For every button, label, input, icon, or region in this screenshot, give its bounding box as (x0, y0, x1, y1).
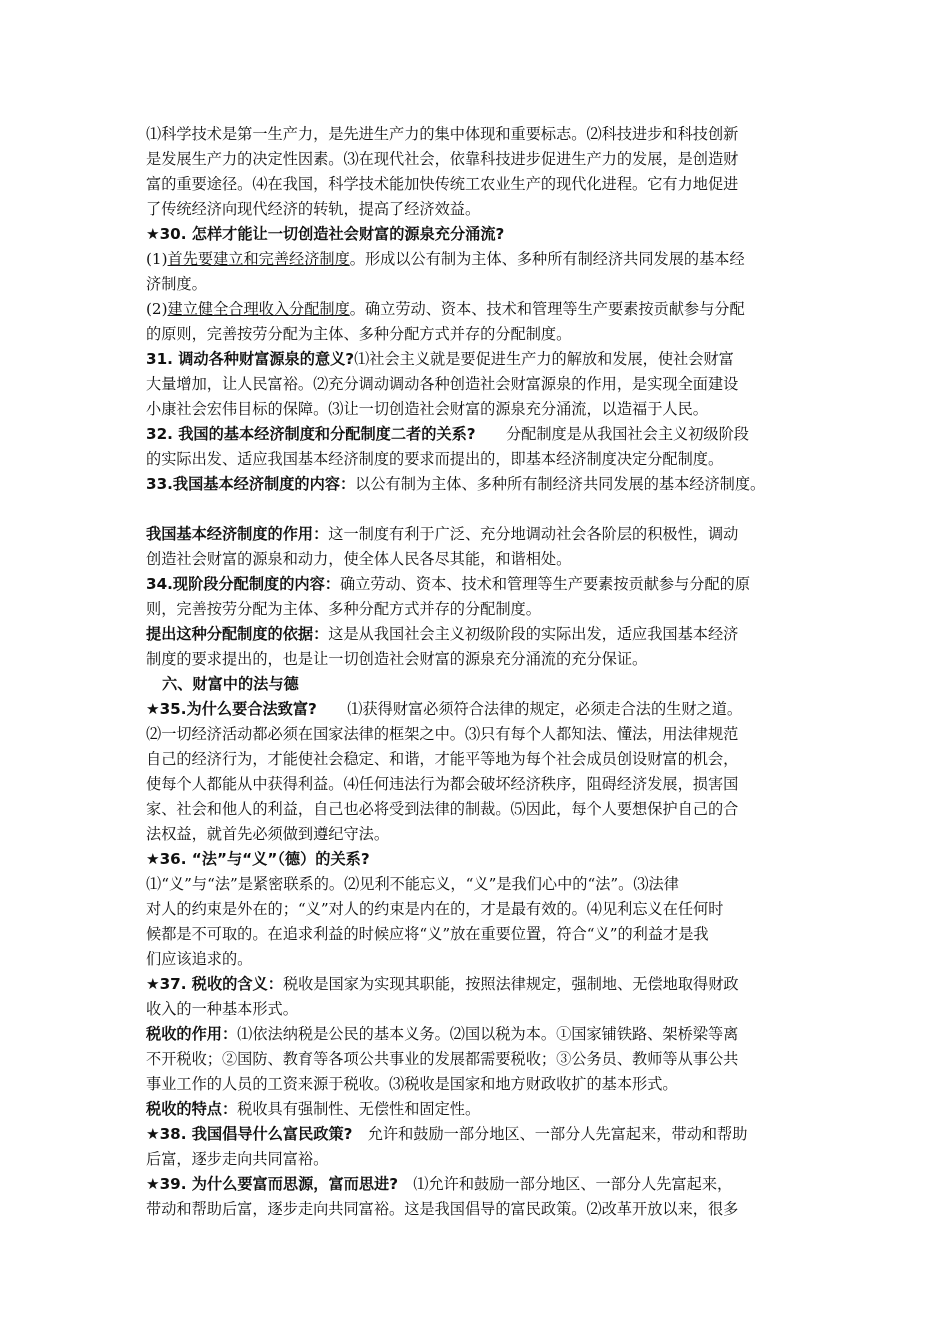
bold-text: ★38. 我国倡导什么富民政策? (146, 1125, 353, 1143)
body-text: 的原则，完善按劳分配为主体、多种分配方式并存的分配制度。 (146, 325, 572, 343)
text-line (146, 822, 826, 847)
text-line (146, 1197, 826, 1222)
text-line (146, 247, 826, 272)
body-text: 分配制度是从我国社会主义初级阶段 (475, 425, 749, 443)
text-line (146, 422, 826, 447)
body-text: 允许和鼓励一部分地区、一部分人先富起来，带动和帮助 (352, 1125, 748, 1143)
text-line (146, 647, 826, 672)
body-text: 的实际出发、适应我国基本经济制度的要求而提出的，即基本经济制度决定分配制度。 (146, 450, 724, 468)
section-heading (146, 672, 826, 697)
body-text: 税收具有强制性、无偿性和固定性。 (237, 1100, 481, 1118)
body-text: (2) (146, 300, 168, 318)
text-line (146, 1172, 826, 1197)
bold-text: 税收的特点： (146, 1100, 238, 1118)
body-text: 候都是不可取的。在追求利益的时候应将“义”放在重要位置，符合“义”的利益才是我 (146, 925, 709, 943)
text-line (146, 572, 826, 597)
body-text: 富的重要途径。⑷在我国，科学技术能加快传统工农业生产的现代化进程。它有力地促进 (146, 175, 739, 193)
bold-text: ★37. 税收的含义： (146, 975, 283, 993)
text-line (146, 147, 826, 172)
bold-text: ★30. 怎样才能让一切创造社会财富的源泉充分涌流? (146, 225, 505, 243)
text-line (146, 197, 826, 222)
text-line (146, 997, 826, 1022)
document-body (146, 122, 826, 1222)
body-text: 这是从我国社会主义初级阶段的实际出发，适应我国基本经济 (328, 625, 739, 643)
text-line (146, 372, 826, 397)
text-line (146, 1047, 826, 1072)
text-line (146, 472, 826, 497)
body-text: 制度的要求提出的，也是让一切创造社会财富的源泉充分涌流的充分保证。 (146, 650, 648, 668)
text-line (146, 922, 826, 947)
body-text: 这一制度有利于广泛、充分地调动社会各阶层的积极性，调动 (328, 525, 739, 543)
text-line (146, 1022, 826, 1047)
text-line (146, 872, 826, 897)
body-text: 不开税收；②国防、教育等各项公共事业的发展都需要税收；③公务员、教师等从事公共 (146, 1050, 739, 1068)
body-text: ⑴社会主义就是要促进生产力的解放和发展，使社会财富 (354, 350, 734, 368)
text-line (146, 897, 826, 922)
bold-text: ★36. “法”与“义”（德）的关系? (146, 850, 370, 868)
body-text: 带动和帮助后富，逐步走向共同富裕。这是我国倡导的富民政策。⑵改革开放以来，很多 (146, 1200, 739, 1218)
body-text: 是发展生产力的决定性因素。⑶在现代社会，依靠科技进步促进生产力的发展，是创造财 (146, 150, 739, 168)
body-text: ⑴依法纳税是公民的基本义务。⑵国以税为本。①国家铺铁路、架桥梁等离 (237, 1025, 739, 1043)
text-line (146, 297, 826, 322)
body-text: ⑴允许和鼓励一部分地区、一部分人先富起来， (398, 1175, 733, 1193)
text-line (146, 347, 826, 372)
body-text: 法权益，就首先必须做到遵纪守法。 (146, 825, 389, 843)
body-text: 自己的经济行为，才能使社会稳定、和谐，才能平等地为每个社会成员创设财富的机会， (146, 750, 739, 768)
text-line (146, 547, 826, 572)
body-text: 事业工作的人员的工资来源于税收。⑶税收是国家和地方财政收扩的基本形式。 (146, 1075, 678, 1093)
body-text: ⑵一切经济活动都必须在国家法律的框架之中。⑶只有每个人都知法、懂法，用法律规范 (146, 725, 739, 743)
text-line (146, 622, 826, 647)
body-text: 确立劳动、资本、技术和管理等生产要素按贡献参与分配的原 (339, 575, 751, 593)
body-text: ⑴“义”与“法”是紧密联系的。⑵见利不能忘义，“义”是我们心中的“法”。⑶法律 (146, 875, 679, 893)
text-line (146, 797, 826, 822)
body-text: 税收是国家为实现其职能，按照法律规定，强制地、无偿地取得财政 (282, 975, 739, 993)
text-line (146, 972, 826, 997)
text-line (146, 272, 826, 297)
body-text: 。确立劳动、资本、技术和管理等生产要素按贡献参与分配 (349, 300, 745, 318)
text-line (146, 122, 826, 147)
underlined-text: 首先要建立和完善经济制度 (167, 250, 350, 268)
body-text: 对人的约束是外在的；“义”对人的约束是内在的，才是最有效的。⑷见利忘义在任何时 (146, 900, 724, 918)
body-text: 后富，逐步走向共同富裕。 (146, 1150, 329, 1168)
section-heading (146, 847, 826, 872)
bold-text: 税收的作用： (146, 1025, 238, 1043)
text-line (146, 522, 826, 547)
body-text: 收入的一种基本形式。 (146, 1000, 298, 1018)
body-text: (1) (146, 250, 168, 268)
section-heading (146, 222, 826, 247)
body-text: 小康社会宏伟目标的保障。⑶让一切创造社会财富的源泉充分涌流，以造福于人民。 (146, 400, 708, 418)
body-text: 大量增加，让人民富裕。⑵充分调动调动各种创造社会财富源泉的作用，是实现全面建设 (146, 375, 739, 393)
text-line (146, 172, 826, 197)
body-text: ⑴科学技术是第一生产力，是先进生产力的集中体现和重要标志。⑵科技进步和科技创新 (146, 125, 739, 143)
text-line (146, 772, 826, 797)
bold-text: ★39. 为什么要富而思源，富而思进? (146, 1175, 399, 1193)
text-line (146, 447, 826, 472)
text-line (146, 597, 826, 622)
body-text: 则，完善按劳分配为主体、多种分配方式并存的分配制度。 (146, 600, 541, 618)
body-text: 济制度。 (146, 275, 207, 293)
bold-text: ★35.为什么要合法致富? (146, 700, 317, 718)
text-line (146, 747, 826, 772)
body-text: 以公有制为主体、多种所有制经济共同发展的基本经济制度。 (355, 475, 766, 493)
bold-text: 32. 我国的基本经济制度和分配制度二者的关系? (146, 425, 476, 443)
bold-text: 33.我国基本经济制度的内容： (146, 475, 356, 493)
body-text: 使每个人都能从中获得利益。⑷任何违法行为都会破坏经济秩序，阻碍经济发展，损害国 (146, 775, 739, 793)
body-text: 们应该追求的。 (146, 950, 253, 968)
bold-text: 34.现阶段分配制度的内容： (146, 575, 340, 593)
text-line (146, 697, 826, 722)
text-line (146, 1147, 826, 1172)
body-text: ⑴获得财富必须符合法律的规定，必须走合法的生财之道。 (316, 700, 743, 718)
text-line (146, 1072, 826, 1097)
bold-text: 我国基本经济制度的作用： (146, 525, 329, 543)
text-line (146, 947, 826, 972)
body-text: 。形成以公有制为主体、多种所有制经济共同发展的基本经 (349, 250, 745, 268)
bold-text: 提出这种分配制度的依据： (146, 625, 329, 643)
blank-line (146, 497, 826, 522)
text-line (146, 1122, 826, 1147)
body-text: 创造社会财富的源泉和动力，使全体人民各尽其能，和谐相处。 (146, 550, 572, 568)
body-text: 家、社会和他人的利益，自己也必将受到法律的制裁。⑸因此，每个人要想保护自己的合 (146, 800, 739, 818)
bold-text: 六、财富中的法与德 (162, 675, 299, 693)
text-line (146, 397, 826, 422)
underlined-text: 建立健全合理收入分配制度 (167, 300, 350, 318)
bold-text: 31. 调动各种财富源泉的意义? (146, 350, 355, 368)
body-text: 了传统经济向现代经济的转轨，提高了经济效益。 (146, 200, 481, 218)
text-line (146, 1097, 826, 1122)
text-line (146, 322, 826, 347)
text-line (146, 722, 826, 747)
